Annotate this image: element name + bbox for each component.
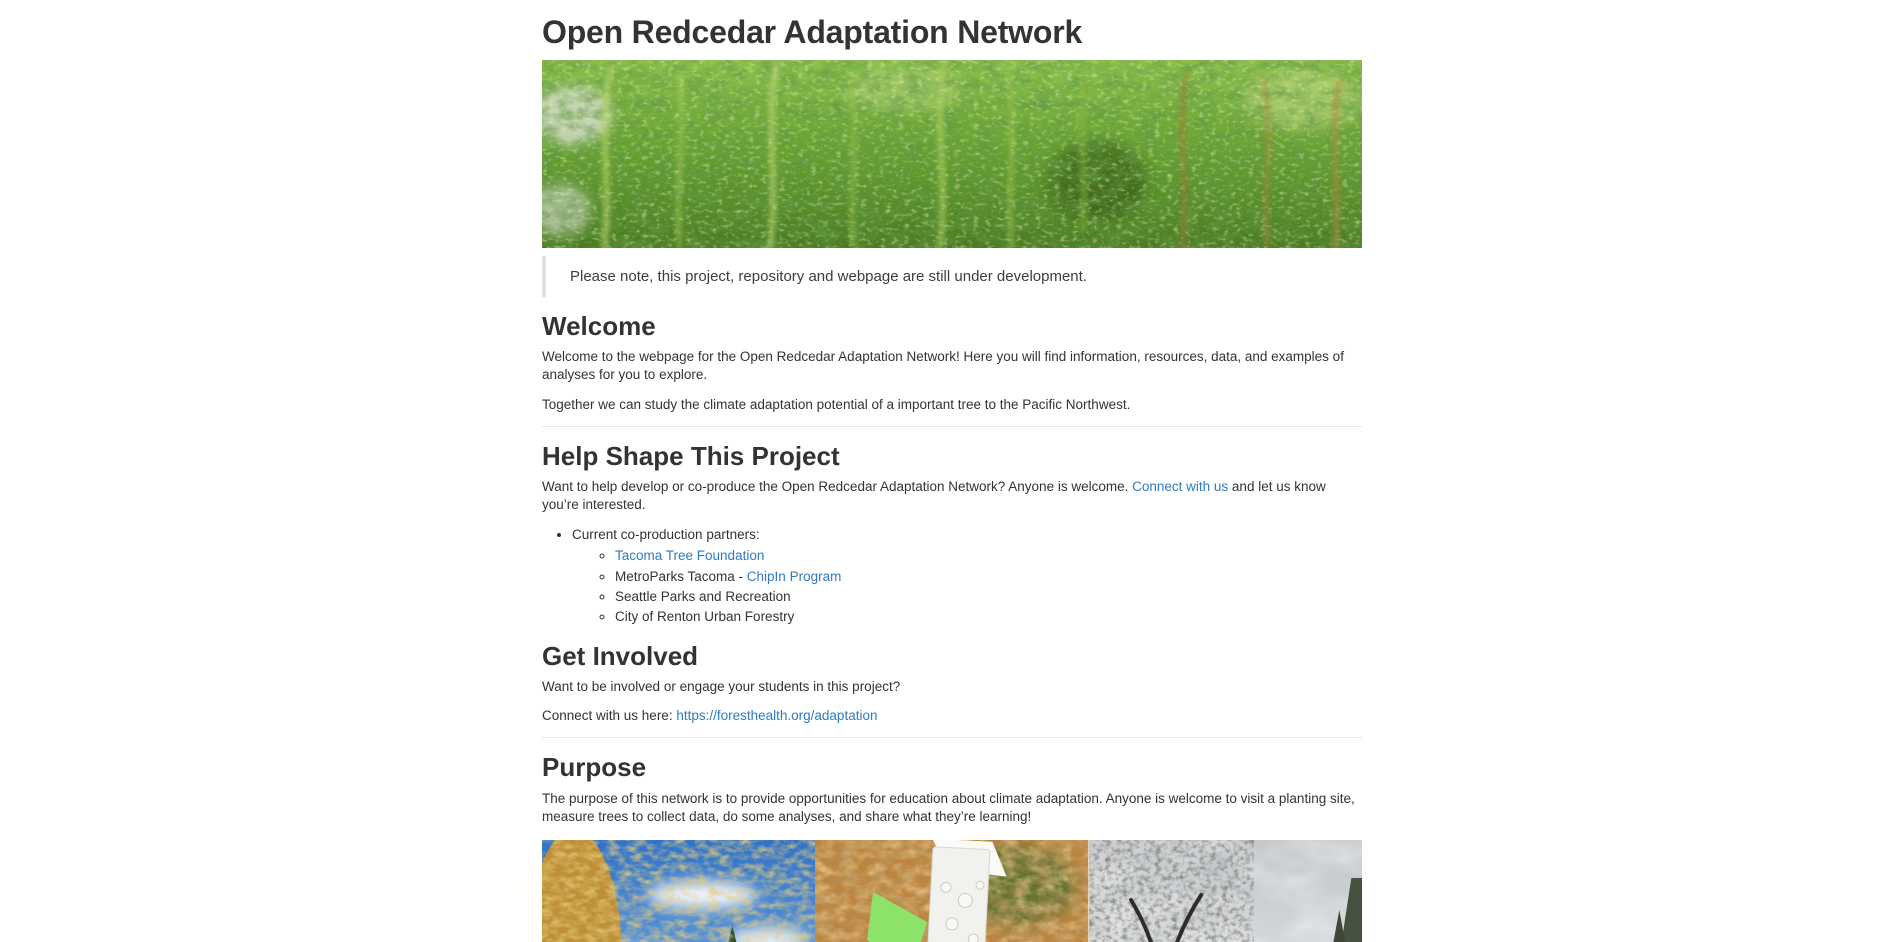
welcome-heading: Welcome xyxy=(542,310,656,341)
connect-here-label: Connect with us here: xyxy=(542,708,677,724)
partner-item-tacoma-tree-foundation xyxy=(615,547,1362,565)
chipin-program-link[interactable]: ChipIn Program xyxy=(746,568,842,584)
section-divider xyxy=(542,737,1362,738)
get-involved-connect xyxy=(542,707,1362,725)
renton-forestry-label: City of Renton Urban Forestry xyxy=(615,609,795,625)
banner-image xyxy=(542,60,1362,248)
purpose-paragraph: The purpose of this network is to provide opportunities for education about climate adaptation. Anyone is welcome to visit a planting site, measure trees to collect data, do some analyses, and share what they’re learning! xyxy=(542,790,1355,824)
help-shape-intro xyxy=(542,478,1362,515)
purpose-heading: Purpose xyxy=(542,752,647,783)
development-notice-text: Please note, this project, repository and webpage are still under development. xyxy=(570,267,1087,285)
partner-item-renton-forestry xyxy=(615,608,1362,626)
connect-with-us-link[interactable]: Connect with us xyxy=(1132,479,1229,495)
partners-sublist xyxy=(572,547,1362,626)
development-notice xyxy=(542,256,1362,297)
welcome-paragraph-2: Together we can study the climate adaptation potential of a important tree to the Pacific Northwest. xyxy=(542,396,1131,412)
section-divider xyxy=(542,426,1362,427)
metroparks-label: MetroParks Tacoma - xyxy=(615,568,747,584)
partner-item-metroparks-tacoma xyxy=(615,568,1362,586)
partner-item-seattle-parks xyxy=(615,588,1362,606)
partners-intro-item xyxy=(572,526,1362,627)
content-column xyxy=(542,0,1362,942)
tag-closeup-photo xyxy=(815,840,1088,942)
help-shape-intro-after: and let us know you’re interested. xyxy=(542,479,1326,513)
welcome-paragraph-1: Welcome to the webpage for the Open Redcedar Adaptation Network! Here you will find information, resources, data, and examples of analyses for you to explore. xyxy=(542,348,1344,383)
redcedar-foliage-banner xyxy=(542,60,1362,248)
photo-planting-site xyxy=(542,840,815,942)
photo-row xyxy=(542,840,1362,942)
tacoma-tree-foundation-link[interactable]: Tacoma Tree Foundation xyxy=(615,548,765,564)
planting-site-photo xyxy=(542,840,815,942)
partners-list xyxy=(542,526,1362,627)
page-title: Open Redcedar Adaptation Network xyxy=(542,14,1083,50)
get-involved-question: Want to be involved or engage your students in this project? xyxy=(542,678,901,694)
photo-bare-trees xyxy=(1089,840,1362,942)
foresthealth-adaptation-link[interactable]: https://foresthealth.org/adaptation xyxy=(676,708,878,724)
help-shape-heading: Help Shape This Project xyxy=(542,440,840,471)
bare-trees-photo xyxy=(1089,840,1362,942)
partners-intro-label: Current co-production partners: xyxy=(572,526,760,542)
help-shape-intro-before: Want to help develop or co-produce the Open Redcedar Adaptation Network? Anyone is welcome. xyxy=(542,479,1133,495)
photo-tag-closeup xyxy=(815,840,1088,942)
seattle-parks-label: Seattle Parks and Recreation xyxy=(615,588,791,604)
get-involved-heading: Get Involved xyxy=(542,640,699,671)
